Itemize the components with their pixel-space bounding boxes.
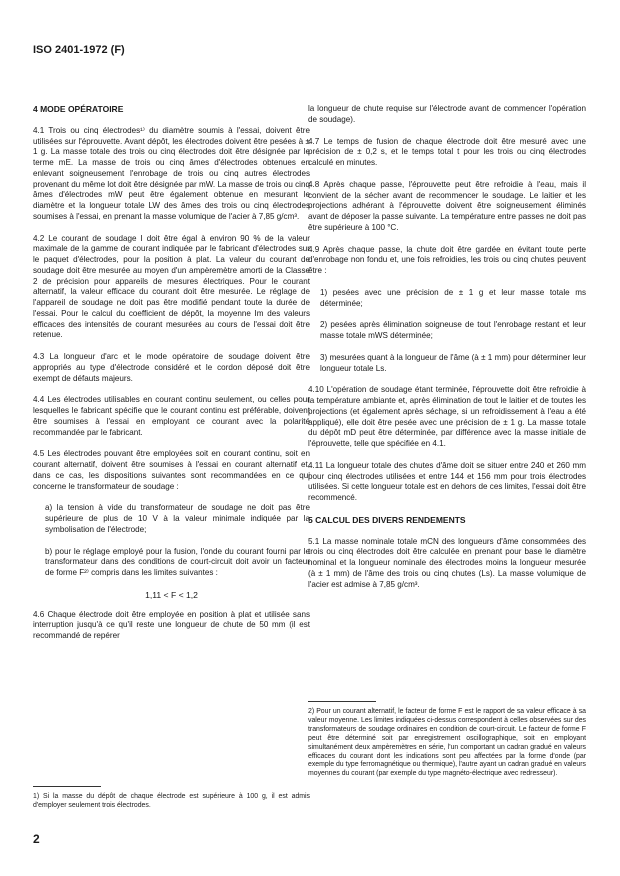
paragraph-4-8: 4.8 Après chaque passe, l'éprouvette peut être refroidie à l'eau, mais il convient de la sécher avant de recommencer le soudage. Le laitier et les projections adhérant à l'éprouvette doivent être soigneusement éliminés avant de déposer la passe suivante. La température entre passes ne doit pas être supérieure à 100 °C.	[308, 179, 586, 232]
left-column	[33, 104, 310, 653]
document-header: ISO 2401-1972 (F)	[33, 44, 125, 56]
footnote-separator-right	[308, 701, 376, 702]
paragraph-4-1: 4.1 Trois ou cinq électrodes¹⁾ du diamètre soumis à l'essai, doivent être utilisées sur l'éprouvette. Avant dépôt, les électrodes doivent être pesées à ± 1 g. La masse totale des trois ou cinq électrodes doit être désignée par le terme mE. La masse de trois ou cinq âmes d'électrodes obtenues en enlevant soigneusement l'enrobage de trois ou cinq autres électrodes provenant du même lot doit être désignée par mW. La masse de trois ou cinq âmes d'électrodes mW peut être également obtenue en mesurant le diamètre et la longueur totale LW des âmes des trois ou cinq électrodes soumises à l'essai, en prenant la masse volumique de l'acier à 7,85 g/cm³.	[33, 125, 310, 221]
paragraph-4-6: 4.6 Chaque électrode doit être employée en position à plat et utilisée sans interruption jusqu'à ce qu'il reste une longueur de chute de 50 mm (il est recommandé de repérer	[33, 609, 310, 640]
paragraph-4-9-item-1: 1) pesées avec une précision de ± 1 g et leur masse totale ms déterminée;	[320, 287, 586, 308]
paragraph-4-4: 4.4 Les électrodes utilisables en courant continu seulement, ou celles pour lesquelles le fabricant spécifie que le courant continu est préférable, doivent être soumises à l'essai en employant ce courant avec la polarité recommandée par le fabricant.	[33, 395, 310, 437]
paragraph-4-5-a: a) la tension à vide du transformateur de soudage ne doit pas être supérieure de plus de 10 V à la valeur minimale indiquée par la symbolisation de l'électrode;	[45, 503, 310, 534]
footnote-separator-left	[33, 786, 101, 787]
page-number: 2	[33, 832, 40, 846]
right-column	[308, 104, 586, 601]
form-factor-formula: 1,11 < F < 1,2	[145, 589, 198, 600]
section-5-title: 5 CALCUL DES DIVERS RENDEMENTS	[308, 514, 466, 525]
paragraph-4-11: 4.11 La longueur totale des chutes d'âme doit se situer entre 240 et 260 mm pour cinq électrodes utilisées et entre 144 et 156 mm pour trois électrodes utilisées. Si cette longueur totale est en dehors de ces limites, l'essai doit être recommencé.	[308, 460, 586, 502]
footnote-1: 1) Si la masse du dépôt de chaque électrode est supérieure à 100 g, il est admis d'employer seulement trois électrodes.	[33, 793, 310, 809]
paragraph-4-7: 4.7 Le temps de fusion de chaque électrode doit être mesuré avec une précision de ± 0,2 s, et le temps total t pour les trois ou cinq électrodes calculé en minutes.	[308, 136, 586, 167]
paragraph-4-5: 4.5 Les électrodes pouvant être employées soit en courant continu, soit en courant alternatif, doivent être soumises à l'essai en courant alternatif et, dans ce cas, les dispositions suivantes sont recommandées en ce qui concerne le transformateur de soudage :	[33, 449, 310, 491]
paragraph-4-2: 4.2 Le courant de soudage I doit être égal à environ 90 % de la valeur maximale de la gamme de courant indiquée par le fabricant d'électrodes sur le paquet d'électrodes, pour la position à plat. La valeur du courant de soudage doit être mesurée au moyen d'un ampèremètre amorti de la Classe 2 de précision pour appareils de mesures électriques. Pour le courant alternatif, la valeur efficace du courant doit être mesurée. Le réglage de l'appareil de soudage ne doit pas être modifié pendant toute la durée de l'essai. Pour le calcul du coefficient de dépôt, la moyenne Im des valeurs efficaces des intensités de courant mesurées au cours de l'essai doit être retenue.	[33, 233, 310, 340]
paragraph-4-5-b: b) pour le réglage employé pour la fusion, l'onde du courant fourni par le transformateur dans des conditions de court-circuit doit avoir un facteur de forme F²⁾ compris dans les limites suivantes :	[45, 546, 310, 577]
footnote-2: 2) Pour un courant alternatif, le facteur de forme F est le rapport de sa valeur efficace à sa valeur moyenne. Les limites indiquées ci-dessus correspondent à celles observées sur des transformateurs de soudage ordinaires en condition de court-circuit. Le facteur de forme F peut être déterminé soit par enregistrement oscillographique, soit en employant simultanément deux ampèremètres en série, l'un comportant un cadran gradué en valeurs efficaces du courant dont les indications sont peu affectées par la forme d'onde (par exemple du type ferromagnétique ou thermique), l'autre ayant un cadran gradué en valeurs moyennes du courant (par exemple du type magnéto-électrique avec redresseur).	[308, 708, 586, 778]
section-4-title: 4 MODE OPÉRATOIRE	[33, 104, 124, 114]
paragraph-4-9-item-2: 2) pesées après élimination soigneuse de tout l'enrobage restant et leur masse totale mWS déterminée;	[320, 320, 586, 340]
paragraph-4-9: 4.9 Après chaque passe, la chute doit être gardée en évitant toute perte d'enrobage non fondu et, une fois refroidies, les trois ou cinq chutes peuvent être :	[308, 244, 586, 275]
paragraph-5-1: 5.1 La masse nominale totale mCN des longueurs d'âme consommées des trois ou cinq électrodes doit être calculée en prenant pour base le diamètre nominal et la longueur nominale des électrodes moins la longueur mesurée (à ± 1 mm) de l'âme des trois ou cinq chutes (Ls). La masse volumique de l'acier est admise à 7,85 g/cm³.	[308, 536, 586, 589]
paragraph-4-3: 4.3 La longueur d'arc et le mode opératoire de soudage doivent être appropriés au type d'électrode considéré et le cordon déposé doit être exempt de défauts majeurs.	[33, 352, 310, 383]
paragraph-4-6-continued: la longueur de chute requise sur l'électrode avant de commencer l'opération de soudage).	[308, 104, 586, 124]
paragraph-4-10: 4.10 L'opération de soudage étant terminée, l'éprouvette doit être refroidie à la température ambiante et, après élimination de tout le laitier et de toutes les projections (et également après séchage, si un refroidissement à l'eau a été appliqué), elle doit être pesée avec une précision de ± 1 g. La masse totale du dépôt mD peut être déterminée, par différence avec la masse initiale de l'éprouvette, telle que spécifiée en 4.1.	[308, 385, 586, 448]
paragraph-4-9-item-3: 3) mesurées quant à la longueur de l'âme (à ± 1 mm) pour déterminer leur longueur totale Ls.	[320, 352, 586, 373]
